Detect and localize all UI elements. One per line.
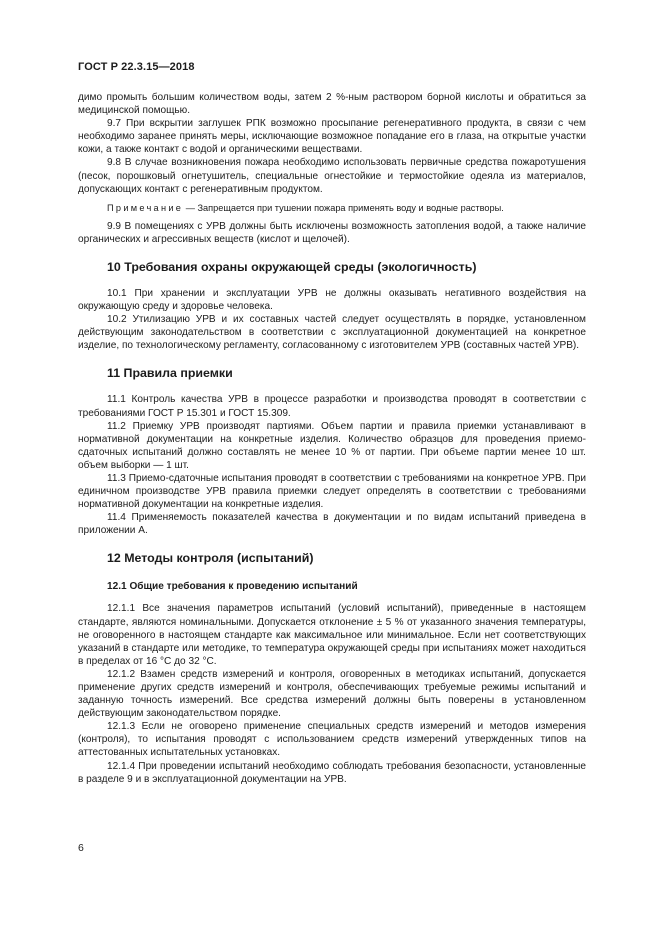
note [78, 202, 586, 214]
section-heading-10: 10 Требования охраны окружающей среды (экологичность) [107, 259, 477, 274]
paragraph-11-1: 11.1 Контроль качества УРВ в процессе разработки и производства проводят в соответствии с требованиями ГОСТ Р 15.301 и ГОСТ 15.309. [78, 394, 586, 419]
page-body [78, 91, 586, 786]
page-number: 6 [78, 842, 84, 854]
paragraph-11-3: 11.3 Приемо-сдаточные испытания проводят в соответствии с требованиями на конкретное УРВ. При единичном производстве УРВ правила приемки следует определять в соответствии с требованиями нормативной документации на конкретные изделия. [78, 472, 586, 511]
paragraph-11-4: 11.4 Применяемость показателей качества в документации и по видам испытаний приведена в приложении А. [78, 512, 586, 537]
paragraph-11-2: 11.2 Приемку УРВ производят партиями. Объем партии и правила приемки устанавливают в нормативной документации на конкретные изделия. Количество образцов для проведения приемо-сдаточных испытаний должно составлять не менее 10 % от партии. При объеме партии менее 10 шт. объем выборки — 1 шт. [78, 420, 586, 471]
paragraph-12-1-3: 12.1.3 Если не оговорено применение специальных средств измерений и методов измерения (контроля), то испытания проводят с использованием средств измерений утвержденных типов на аттестованных испытательных установках. [78, 721, 586, 759]
subsection-heading-12-1: 12.1 Общие требования к проведению испытаний [107, 581, 358, 593]
note-label: Примечание [107, 202, 184, 213]
section-heading-12: 12 Методы контроля (испытаний) [107, 551, 314, 566]
paragraph-10-2: 10.2 Утилизацию УРВ и их составных частей следует осуществлять в порядке, установленном действующим законодательством в соответствии с эксплуатационной документацией на конкретное изделие, по технологическому регламенту, согласованному с изготовителем УРВ (составных частей УРВ). [78, 314, 586, 352]
paragraph-10-1: 10.1 При хранении и эксплуатации УРВ не должны оказывать негативного воздействия на окружающую среду и здоровье человека. [78, 287, 586, 313]
section-heading-11: 11 Правила приемки [107, 366, 233, 381]
paragraph-12-1-4: 12.1.4 При проведении испытаний необходимо соблюдать требования безопасности, установленные в разделе 9 и в эксплуатационной документации на УРВ. [78, 760, 586, 785]
paragraph-12-1-1: 12.1.1 Все значения параметров испытаний (условий испытаний), приведенные в настоящем стандарте, являются номинальными. Допускается отклонение ± 5 % от указанного значения температуры, не оговоренного в настоящем стандарте как максимальное или минимальное. Если нет соответствующих указаний в стандарте или методике, то температура окружающей среды при испытаниях может находиться в пределах от 16 °С до 32 °С. [78, 603, 586, 667]
paragraph-9-9: 9.9 В помещениях с УРВ должны быть исключены возможность затопления водой, а также наличие органических и агрессивных веществ (кислот и щелочей). [78, 220, 586, 245]
running-header: ГОСТ Р 22.3.15—2018 [78, 61, 195, 73]
paragraph-9-8: 9.8 В случае возникновения пожара необходимо использовать первичные средства пожаротушения (песок, порошковый огнетушитель, специальные огнестойкие и термостойкие одеяла из материалов, допускающих контакт с регенеративным продуктом. [78, 157, 586, 195]
paragraph-12-1-2: 12.1.2 Взамен средств измерений и контроля, оговоренных в методиках испытаний, допускается применение других средств измерений и контроля, обеспечивающих требуемые режимы испытаний и заданную точность измерений. Все средства измерений должны быть поверены в установленном действующим законодательством порядке. [78, 668, 586, 720]
note-text: — Запрещается при тушении пожара применять воду и водные растворы. [183, 202, 504, 213]
paragraph-9-7: 9.7 При вскрытии заглушек РПК возможно просыпание регенеративного продукта, в связи с чем необходимо заранее принять меры, исключающие возможное попадание его в глаза, на открытые участки кожи, а также контакт с водой и органическими веществами. [78, 118, 586, 156]
paragraph-continuation: димо промыть большим количеством воды, затем 2 %-ным раствором борной кислоты и обратиться за медицинской помощью. [78, 92, 586, 117]
